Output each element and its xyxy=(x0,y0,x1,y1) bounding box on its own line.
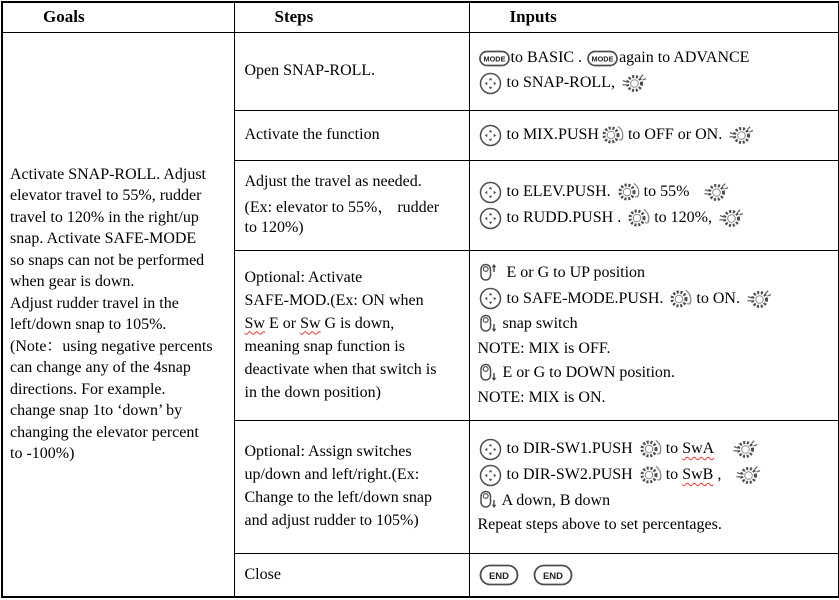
content-line xyxy=(478,180,837,204)
text-run: G is down, xyxy=(320,314,395,332)
content-line xyxy=(245,335,467,358)
text-run: Activate the function xyxy=(244,126,380,143)
content-line xyxy=(245,510,467,533)
dpad-icon xyxy=(479,287,502,310)
text-run xyxy=(714,440,730,458)
text-run: Close xyxy=(244,565,281,583)
step-cell xyxy=(234,553,469,597)
dial-rotate-icon xyxy=(626,206,653,230)
text-run: SAFE-MOD.(Ex: ON when xyxy=(244,291,424,309)
content-line xyxy=(478,564,837,586)
step-cell xyxy=(234,110,469,160)
content-line xyxy=(478,338,837,360)
misspelled-word: Sw xyxy=(300,314,321,332)
dial-blink-icon xyxy=(727,123,755,147)
dpad-icon xyxy=(479,207,502,230)
switch-down-icon xyxy=(479,362,498,385)
text-run: to xyxy=(665,440,683,457)
end-button-icon xyxy=(533,564,573,586)
text-run: to MIX.PUSH xyxy=(502,126,599,143)
inputs-cell xyxy=(469,160,839,250)
table-header-row xyxy=(2,2,839,32)
text-run: in the down position) xyxy=(244,383,381,401)
inputs-cell xyxy=(469,553,839,597)
content-line xyxy=(478,262,837,285)
inputs-cell xyxy=(469,250,839,420)
text-run: up/down and left/right.(Ex: xyxy=(244,466,420,483)
content-line xyxy=(245,441,467,464)
content-line xyxy=(478,123,837,147)
text-run: Change to the left/down snap xyxy=(244,489,433,506)
text-run: to 55% xyxy=(643,183,702,200)
content-line xyxy=(478,71,837,95)
goals-line: left/down snap to 105%. xyxy=(10,316,167,334)
dial-blink-icon xyxy=(717,206,745,230)
text-run: E or G to UP position xyxy=(498,264,646,281)
content-line xyxy=(245,217,467,240)
text-run: and adjust rudder to 105%) xyxy=(244,512,419,529)
text-run: NOTE: MIX is ON. xyxy=(477,388,606,406)
content-line xyxy=(478,206,837,230)
dial-rotate-icon xyxy=(600,123,627,147)
dpad-icon xyxy=(479,124,502,147)
text-run: Adjust the travel as needed. xyxy=(244,173,422,190)
text-run: snap switch xyxy=(498,315,578,332)
end-button-icon xyxy=(479,564,519,586)
text-run: to OFF or ON. xyxy=(627,126,727,143)
text-run xyxy=(520,566,532,584)
step-cell xyxy=(234,420,469,553)
dpad-icon xyxy=(479,181,502,204)
dial-rotate-icon xyxy=(616,180,643,204)
step-cell xyxy=(234,32,469,110)
switch-up-icon xyxy=(479,262,498,285)
goals-line: can change any of the 4snap xyxy=(10,359,191,377)
dial-blink-icon xyxy=(620,71,648,95)
dial-rotate-icon xyxy=(638,437,665,461)
text-run: E or G to DOWN position. xyxy=(498,364,675,381)
dial-rotate-icon xyxy=(638,463,665,487)
mode-button-icon xyxy=(587,50,618,67)
text-run: NOTE: MIX is OFF. xyxy=(477,339,611,357)
inputs-cell xyxy=(469,110,839,160)
content-line xyxy=(478,387,837,409)
goals-line: change snap 1to ‘down’ by xyxy=(10,402,183,420)
header-inputs: Inputs xyxy=(469,2,839,32)
content-line xyxy=(245,381,467,404)
goals-line: directions. For example. xyxy=(10,380,166,398)
dpad-icon xyxy=(479,464,502,487)
dial-blink-icon xyxy=(734,463,762,487)
text-run: to xyxy=(665,466,683,483)
table-row xyxy=(2,32,839,110)
text-run: E or xyxy=(264,314,301,332)
misspelled-word: Sw xyxy=(244,314,265,332)
inputs-cell xyxy=(469,420,839,553)
content-line xyxy=(245,266,467,289)
dpad-icon xyxy=(479,72,502,95)
text-run: to 120%) xyxy=(244,219,304,236)
inputs-cell xyxy=(469,32,839,110)
goals-line: elevator travel to 55%, rudder xyxy=(10,187,202,205)
svg-text:END: END xyxy=(488,570,509,582)
content-line xyxy=(245,487,467,510)
content-line xyxy=(478,489,837,512)
text-run: (Ex: elevator to 55%， rudder xyxy=(244,198,440,216)
svg-text:END: END xyxy=(542,570,563,582)
content-line xyxy=(478,362,837,385)
text-run: meaning snap function is xyxy=(244,337,405,355)
goals-line: snap. Activate SAFE-MODE xyxy=(10,230,197,248)
dpad-icon xyxy=(479,438,502,461)
text-run: Repeat steps above to set percentages. xyxy=(477,516,722,533)
text-run: , xyxy=(713,466,734,483)
goals-line: travel to 120% in the right/up xyxy=(10,208,199,226)
goals-line: Adjust rudder travel in the xyxy=(10,294,179,312)
content-line xyxy=(478,463,837,487)
dial-blink-icon xyxy=(745,287,773,311)
text-run: to SNAP-ROLL, xyxy=(502,74,619,91)
text-run: to 120%, xyxy=(654,209,716,226)
text-run: A down, B down xyxy=(498,491,611,509)
content-line xyxy=(478,437,837,461)
text-run: again to ADVANCE xyxy=(619,49,750,66)
content-line xyxy=(245,194,467,217)
dial-rotate-icon xyxy=(668,287,695,311)
text-run: deactivate when that switch is xyxy=(244,360,437,378)
misspelled-word: SwB xyxy=(682,466,714,483)
svg-text:MODE: MODE xyxy=(591,54,614,63)
header-steps: Steps xyxy=(234,2,469,32)
goals-line: to -100%) xyxy=(10,445,75,463)
header-goals: Goals xyxy=(2,2,234,32)
text-run: Optional: Activate xyxy=(244,268,363,286)
content-line xyxy=(245,312,467,335)
content-line xyxy=(245,171,467,194)
misspelled-word: SwA xyxy=(682,440,715,457)
instruction-table xyxy=(1,1,839,598)
text-run: to ELEV.PUSH. xyxy=(502,183,615,200)
content-line xyxy=(478,313,837,336)
dial-blink-icon xyxy=(702,180,730,204)
content-line xyxy=(478,514,837,536)
text-run: to BASIC . xyxy=(510,49,587,66)
content-line xyxy=(245,289,467,312)
switch-down-icon xyxy=(479,489,498,512)
goals-line: (Note：using negative percents xyxy=(10,337,213,355)
svg-text:MODE: MODE xyxy=(483,54,505,63)
step-cell xyxy=(234,160,469,250)
goals-cell xyxy=(2,32,234,597)
content-line xyxy=(245,358,467,381)
text-run: to RUDD.PUSH . xyxy=(502,209,626,226)
mode-button-icon xyxy=(479,50,510,67)
content-line xyxy=(245,464,467,487)
switch-down-icon xyxy=(479,313,498,336)
table-body xyxy=(2,32,839,597)
content-line xyxy=(245,124,467,147)
text-run: to DIR-SW2.PUSH xyxy=(502,466,637,483)
goals-line: so snaps can not be performed xyxy=(10,251,205,269)
text-run: Open SNAP-ROLL. xyxy=(244,62,376,79)
text-run: to SAFE-MODE.PUSH. xyxy=(502,289,668,307)
dial-blink-icon xyxy=(731,437,759,461)
goals-line: changing the elevator percent xyxy=(10,423,199,441)
text-run: Optional: Assign switches xyxy=(244,443,412,460)
document-page xyxy=(0,1,839,600)
content-line xyxy=(478,287,837,311)
text-run: to ON. xyxy=(696,289,744,307)
content-line xyxy=(478,47,837,69)
content-line xyxy=(245,60,467,83)
text-run: to DIR-SW1.PUSH xyxy=(502,440,637,457)
goals-line: when gear is down. xyxy=(10,273,135,291)
goals-line: Activate SNAP-ROLL. Adjust xyxy=(10,165,206,183)
step-cell xyxy=(234,250,469,420)
content-line xyxy=(245,563,467,586)
